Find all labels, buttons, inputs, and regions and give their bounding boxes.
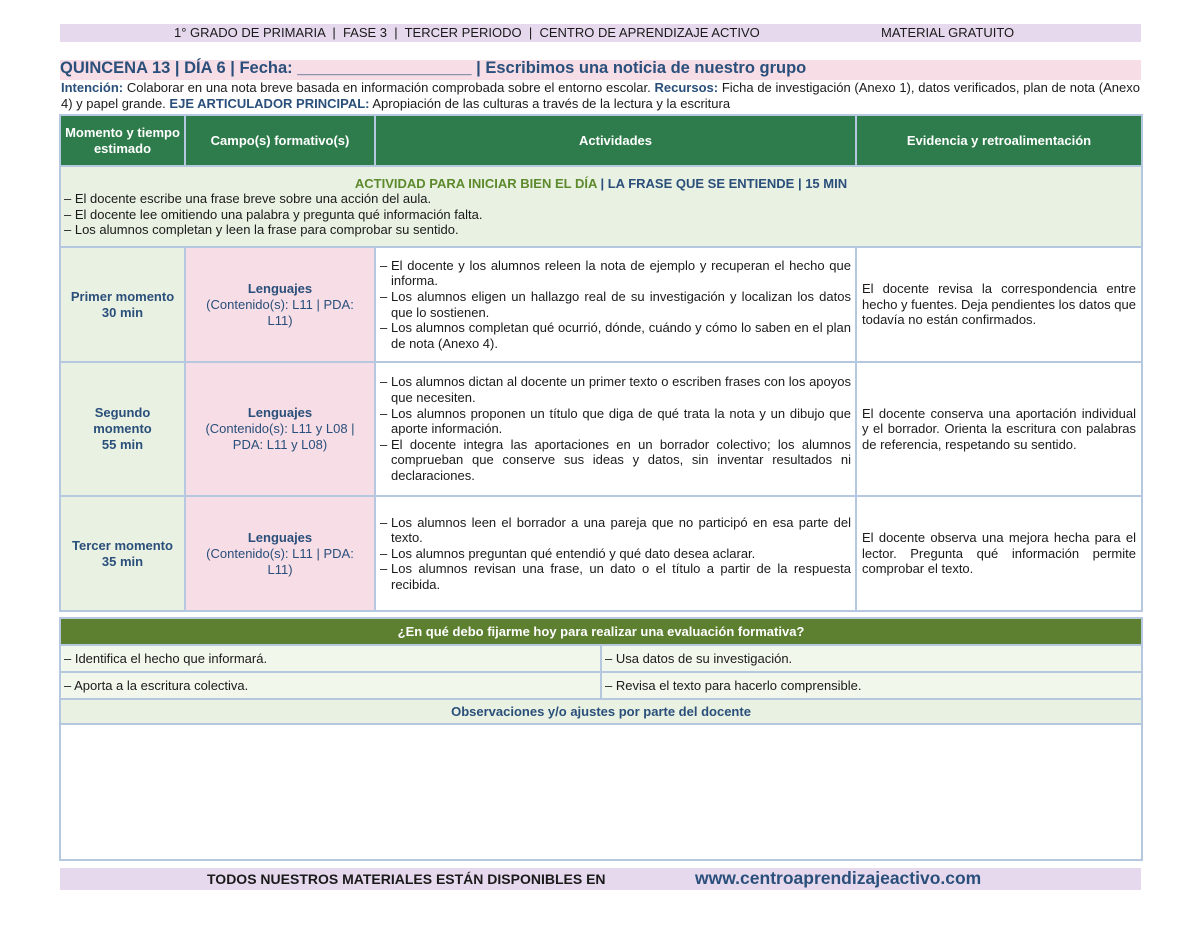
- evidence-cell: El docente observa una mejora hecha para el lector. Pregunta qué información permite comprobar el texto.: [856, 496, 1142, 611]
- activity-item: – Los alumnos revisan una frase, un dato o el título a partir de la respuesta recibida.: [380, 561, 851, 592]
- observations-area[interactable]: [60, 724, 1142, 860]
- moment-name: Primer momento: [70, 288, 175, 304]
- field-cell: [185, 362, 375, 496]
- intent-text: Colaborar en una nota breve basada en información comprobada sobre el entorno escolar.: [126, 80, 651, 95]
- moment-cell: [60, 496, 185, 611]
- activity-item: – Los alumnos eligen un hallazgo real de su investigación y localizan los datos que lo sostienen.: [380, 289, 851, 320]
- initial-activity-line: – El docente escribe una frase breve sobre una acción del aula.: [64, 191, 432, 206]
- field-cell: [185, 496, 375, 611]
- initial-activity-line: – Los alumnos completan y leen la frase para comprobar su sentido.: [64, 222, 459, 237]
- initial-activity-title-green: ACTIVIDAD PARA INICIAR BIEN EL DÍA: [354, 175, 597, 191]
- moment-cell: [60, 247, 185, 362]
- header-grade-info: 1° GRADO DE PRIMARIA | FASE 3 | TERCER PERIODO | CENTRO DE APRENDIZAJE ACTIVO: [174, 25, 760, 40]
- field-name: Lenguajes: [247, 280, 313, 296]
- activity-item: – Los alumnos preguntan qué entendió y qué dato desea aclarar.: [380, 546, 851, 562]
- activity-item: – Los alumnos leen el borrador a una pareja que no participó en esa parte del texto.: [380, 515, 851, 546]
- moment-name: Segundo momento: [93, 405, 152, 436]
- footer-url-link[interactable]: www.centroaprendizajeactivo.com: [695, 868, 982, 888]
- activity-item: – El docente y los alumnos releen la nota de ejemplo y recuperan el hecho que informa.: [380, 258, 851, 289]
- header-activities: Actividades: [375, 115, 856, 166]
- activity-item: – Los alumnos completan qué ocurrió, dónde, cuándo y cómo lo saben en el plan de nota (Anexo 4).: [380, 320, 851, 351]
- activity-item: – Los alumnos dictan al docente un primer texto o escriben frases con los apoyos que necesiten.: [380, 374, 851, 405]
- moment-time: 35 min: [101, 553, 144, 569]
- table-row: [60, 247, 1142, 362]
- table-row: [60, 362, 1142, 496]
- evaluation-item: – Identifica el hecho que informará.: [60, 645, 601, 672]
- activities-table: [59, 114, 1143, 612]
- initial-activity-cell: [60, 166, 1142, 247]
- initial-activity-row: [60, 166, 1142, 247]
- evaluation-title: ¿En qué debo fijarme hoy para realizar una evaluación formativa?: [60, 618, 1142, 645]
- axis-label: EJE ARTICULADOR PRINCIPAL:: [169, 95, 370, 111]
- evidence-cell: El docente conserva una aportación individual y el borrador. Orienta la escritura con palabras de referencia, respetando su sentido.: [856, 362, 1142, 496]
- field-content: (Contenido(s): L11 | PDA: L11): [206, 545, 354, 577]
- field-name: Lenguajes: [247, 405, 313, 420]
- initial-activity-title-blue: | LA FRASE QUE SE ENTIENDE | 15 MIN: [600, 175, 848, 191]
- field-name: Lenguajes: [247, 529, 313, 545]
- initial-activity-line: – El docente lee omitiendo una palabra y pregunta qué información falta.: [64, 206, 483, 222]
- lesson-title-bar: [60, 60, 1141, 80]
- moment-time: 30 min: [101, 304, 144, 320]
- header-moment: Momento y tiempo estimado: [60, 115, 185, 166]
- initial-activity-title: [64, 176, 1138, 192]
- resources-text: Ficha de investigación (Anexo 1), datos verificados, plan de nota (Anexo 4) y papel grande.: [61, 80, 1140, 111]
- lesson-title: QUINCENA 13 | DÍA 6 | Fecha: ___________________ | Escribimos una noticia de nuestro grupo: [60, 59, 807, 77]
- evaluation-item: – Aporta a la escritura colectiva.: [60, 672, 601, 699]
- activity-item: – El docente integra las aportaciones en un borrador colectivo; los alumnos comprueban que conserve sus ideas y datos, sin inventar resultados ni declaraciones.: [380, 437, 851, 484]
- table-row: [60, 496, 1142, 611]
- footer-bar: [60, 868, 1141, 890]
- header-field: Campo(s) formativo(s): [185, 115, 375, 166]
- field-content: (Contenido(s): L11 y L08 | PDA: L11 y L08): [205, 421, 355, 452]
- header-evidence: Evidencia y retroalimentación: [856, 115, 1142, 166]
- header-bar: [60, 24, 1141, 42]
- lesson-intent: [61, 80, 1140, 111]
- table-header-row: [60, 115, 1142, 166]
- evaluation-item: – Revisa el texto para hacerlo comprensible.: [601, 672, 1142, 699]
- moment-cell: [60, 362, 185, 496]
- observations-title: Observaciones y/o ajustes por parte del docente: [60, 699, 1142, 724]
- field-cell: [185, 247, 375, 362]
- field-content: (Contenido(s): L11 | PDA: L11): [206, 296, 354, 328]
- moment-time: 55 min: [101, 437, 144, 452]
- evidence-cell: El docente revisa la correspondencia entre hecho y fuentes. Deja pendientes los datos que todavía no están confirmados.: [856, 247, 1142, 362]
- footer-text: TODOS NUESTROS MATERIALES ESTÁN DISPONIBLES EN: [207, 871, 606, 887]
- activities-cell: [375, 496, 856, 611]
- activities-cell: [375, 247, 856, 362]
- intent-label: Intención:: [61, 80, 124, 95]
- header-free-material: MATERIAL GRATUITO: [881, 25, 1015, 40]
- evaluation-item: – Usa datos de su investigación.: [601, 645, 1142, 672]
- activities-cell: [375, 362, 856, 496]
- evaluation-table: [59, 617, 1143, 861]
- moment-name: Tercer momento: [72, 537, 173, 553]
- activity-item: – Los alumnos proponen un título que diga de qué trata la nota y un dibujo que aporte información.: [380, 406, 851, 437]
- axis-text: Apropiación de las culturas a través de la lectura y la escritura: [372, 95, 731, 111]
- resources-label: Recursos:: [654, 80, 719, 95]
